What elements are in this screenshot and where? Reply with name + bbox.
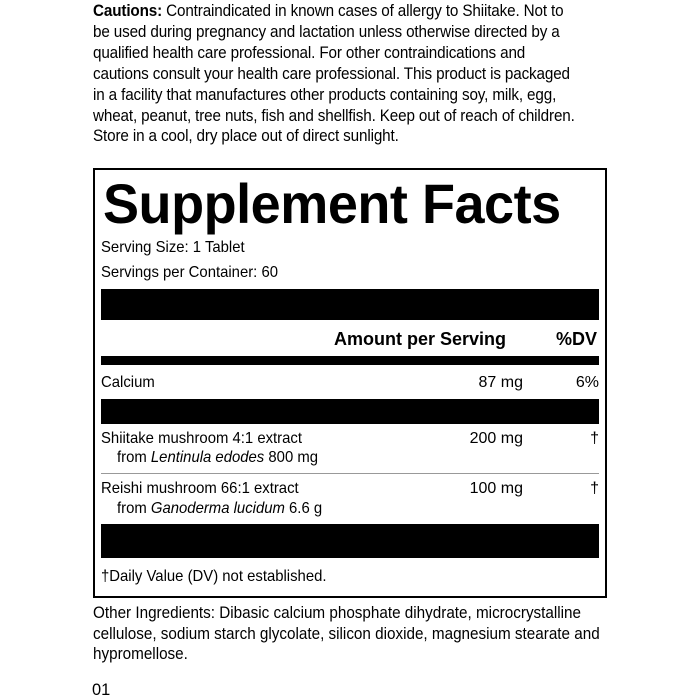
servings-per-container: Servings per Container: 60 — [101, 264, 279, 281]
facts-title: Supplement Facts — [103, 172, 561, 235]
daily-value-footnote: †Daily Value (DV) not established. — [101, 568, 327, 585]
cautions-label: Cautions: — [93, 2, 163, 20]
cautions-text: Contraindicated in known cases of allergy to Shiitake. Not to be used during pregnancy and lactation unless otherwise directed by a qualified health care professional. For other contraindications and cautions consult your health care professional. This product is packaged in a facility that manufactures other products containing soy, milk, egg, wheat, peanut, tree nuts, fish and shellfish. Keep out of reach of children. Store in a cool, dry place out of direct sunlight. — [93, 2, 575, 146]
thick-rule-middle — [101, 399, 599, 424]
cautions-paragraph — [93, 1, 577, 147]
source-prefix: from — [117, 500, 151, 517]
source-amount: 800 mg — [264, 449, 319, 466]
divider-line — [101, 473, 599, 474]
nutrient-dv-calcium: 6% — [575, 374, 599, 391]
source-latin-name: Ganoderma lucidum — [150, 500, 285, 517]
ingredient-amount-shiitake: 200 mg — [469, 430, 523, 447]
supplement-facts-panel — [93, 168, 607, 598]
nutrient-amount-calcium: 87 mg — [478, 374, 523, 391]
header-amount-per-serving: Amount per Serving — [334, 329, 507, 349]
ingredient-name-reishi: Reishi mushroom 66:1 extract — [101, 480, 299, 497]
header-percent-dv: %DV — [556, 329, 598, 349]
thick-rule-bottom — [101, 524, 599, 558]
source-prefix: from — [117, 449, 151, 466]
thick-rule-top — [101, 289, 599, 320]
source-amount: 6.6 g — [284, 500, 323, 517]
other-ingredients: Other Ingredients: Dibasic calcium phosphate dihydrate, microcrystalline cellulose, sodium starch glycolate, silicon dioxide, magnesium stearate and hypromellose. — [93, 604, 600, 664]
ingredient-dv-shiitake: † — [590, 430, 599, 447]
nutrient-name-calcium: Calcium — [101, 374, 155, 391]
ingredient-amount-reishi: 100 mg — [469, 480, 523, 497]
ingredient-name-shiitake: Shiitake mushroom 4:1 extract — [101, 430, 302, 447]
serving-size: Serving Size: 1 Tablet — [101, 239, 245, 256]
ingredient-source-reishi — [117, 499, 322, 518]
source-latin-name: Lentinula edodes — [150, 449, 265, 466]
lot-code: 01 — [92, 681, 111, 699]
ingredient-source-shiitake — [117, 448, 318, 467]
ingredient-dv-reishi: † — [590, 480, 599, 497]
rule-below-header — [101, 356, 599, 365]
